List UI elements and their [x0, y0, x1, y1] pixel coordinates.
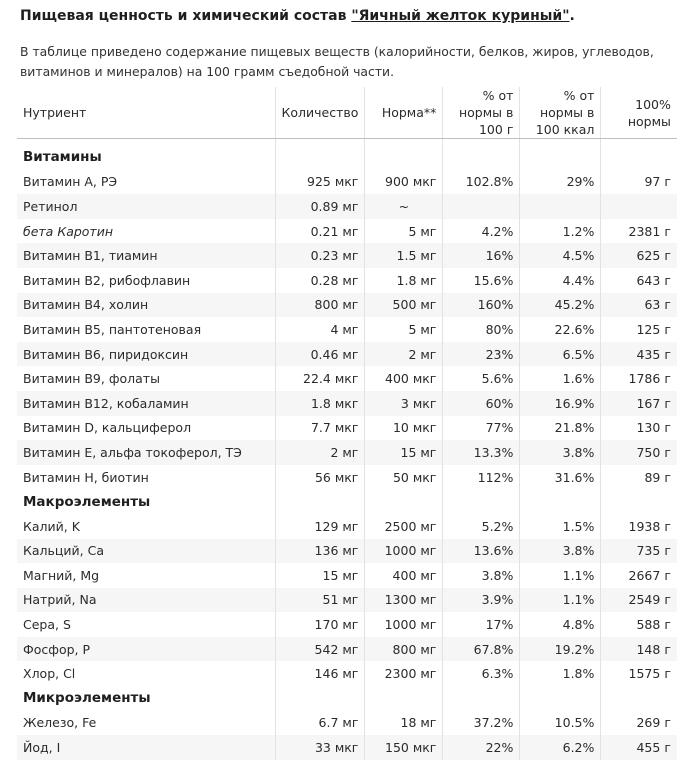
cell-percent-100g: 15.6%	[443, 268, 520, 293]
table-row	[17, 194, 677, 219]
cell-full-norm: 2549 г	[601, 588, 677, 613]
cell-full-norm: 89 г	[601, 465, 677, 490]
cell-norm: 1300 мг	[365, 588, 443, 613]
cell-nutrient: Магний, Mg	[17, 563, 275, 588]
cell-percent-100kcal: 6.2%	[520, 735, 601, 760]
cell-amount: 6.7 мг	[275, 711, 365, 736]
cell-nutrient: Витамин А, РЭ	[17, 170, 275, 195]
cell-amount: 22.4 мкг	[275, 366, 365, 391]
cell-full-norm: 63 г	[601, 293, 677, 318]
cell-full-norm: 1786 г	[601, 366, 677, 391]
table-row	[17, 416, 677, 441]
cell-amount: 4 мг	[275, 317, 365, 342]
table-header-row	[17, 87, 677, 139]
cell-nutrient: Витамин В12, кобаламин	[17, 391, 275, 416]
title-suffix: .	[569, 8, 575, 24]
cell-percent-100kcal	[520, 194, 601, 219]
cell-percent-100kcal: 6.5%	[520, 342, 601, 367]
section-empty-cell	[275, 145, 365, 170]
section-empty-cell	[601, 489, 677, 514]
table-row	[17, 268, 677, 293]
cell-nutrient: Витамин В2, рибофлавин	[17, 268, 275, 293]
cell-norm: 2 мг	[365, 342, 443, 367]
cell-norm: 15 мг	[365, 440, 443, 465]
cell-full-norm: 269 г	[601, 711, 677, 736]
table-row	[17, 637, 677, 662]
title-prefix: Пищевая ценность и химический состав	[20, 8, 352, 24]
table-row	[17, 391, 677, 416]
cell-percent-100g: 6.3%	[443, 661, 520, 686]
table-row	[17, 440, 677, 465]
cell-full-norm: 643 г	[601, 268, 677, 293]
cell-percent-100g: 60%	[443, 391, 520, 416]
cell-full-norm: 735 г	[601, 539, 677, 564]
table-row	[17, 612, 677, 637]
cell-full-norm: 1938 г	[601, 514, 677, 539]
cell-percent-100g: 17%	[443, 612, 520, 637]
cell-nutrient: Витамин В5, пантотеновая	[17, 317, 275, 342]
section-empty-cell	[520, 145, 601, 170]
cell-norm: 150 мкг	[365, 735, 443, 760]
intro-text: В таблице приведено содержание пищевых веществ (калорийности, белков, жиров, углеводов, витаминов и минералов) на 100 грамм съедобной части.	[20, 44, 654, 79]
cell-percent-100g: 5.2%	[443, 514, 520, 539]
cell-percent-100g: 22%	[443, 735, 520, 760]
cell-amount: 51 мг	[275, 588, 365, 613]
section-empty-cell	[520, 489, 601, 514]
table-row	[17, 661, 677, 686]
cell-nutrient: Сера, S	[17, 612, 275, 637]
table-row	[17, 514, 677, 539]
cell-percent-100kcal: 1.2%	[520, 219, 601, 244]
nutrition-table	[17, 87, 677, 760]
cell-norm: 1000 мг	[365, 612, 443, 637]
column-header-percent-100g: % от нормы в 100 г	[443, 87, 520, 139]
cell-nutrient: бета Каротин	[17, 219, 275, 244]
cell-percent-100g: 4.2%	[443, 219, 520, 244]
cell-amount: 15 мг	[275, 563, 365, 588]
table-row	[17, 293, 677, 318]
cell-norm: 1000 мг	[365, 539, 443, 564]
cell-amount: 33 мкг	[275, 735, 365, 760]
table-row	[17, 219, 677, 244]
cell-full-norm	[601, 194, 677, 219]
cell-percent-100kcal: 45.2%	[520, 293, 601, 318]
cell-full-norm: 2667 г	[601, 563, 677, 588]
cell-amount: 170 мг	[275, 612, 365, 637]
table-row	[17, 342, 677, 367]
cell-percent-100kcal: 21.8%	[520, 416, 601, 441]
cell-nutrient: Витамин Н, биотин	[17, 465, 275, 490]
table-row	[17, 465, 677, 490]
table-row	[17, 563, 677, 588]
cell-percent-100g: 3.8%	[443, 563, 520, 588]
table-row	[17, 711, 677, 736]
cell-nutrient: Витамин В9, фолаты	[17, 366, 275, 391]
cell-full-norm: 167 г	[601, 391, 677, 416]
cell-nutrient: Витамин В6, пиридоксин	[17, 342, 275, 367]
column-header-amount: Количество	[275, 87, 365, 139]
cell-amount: 56 мкг	[275, 465, 365, 490]
cell-amount: 0.46 мг	[275, 342, 365, 367]
cell-norm: 10 мкг	[365, 416, 443, 441]
cell-nutrient: Йод, I	[17, 735, 275, 760]
cell-percent-100kcal: 29%	[520, 170, 601, 195]
cell-norm: 900 мкг	[365, 170, 443, 195]
cell-percent-100kcal: 1.1%	[520, 588, 601, 613]
cell-percent-100g: 67.8%	[443, 637, 520, 662]
cell-percent-100g: 23%	[443, 342, 520, 367]
cell-percent-100kcal: 3.8%	[520, 539, 601, 564]
section-title: Макроэлементы	[17, 489, 275, 514]
product-link[interactable]: "Яичный желток куриный"	[351, 8, 570, 24]
section-empty-cell	[443, 686, 520, 711]
cell-full-norm: 125 г	[601, 317, 677, 342]
cell-percent-100kcal: 4.4%	[520, 268, 601, 293]
cell-nutrient: Хлор, Cl	[17, 661, 275, 686]
cell-percent-100kcal: 19.2%	[520, 637, 601, 662]
column-header-full-norm: 100% нормы	[601, 87, 677, 139]
section-empty-cell	[601, 145, 677, 170]
table-row	[17, 588, 677, 613]
cell-percent-100g: 13.3%	[443, 440, 520, 465]
cell-full-norm: 130 г	[601, 416, 677, 441]
cell-nutrient: Калий, K	[17, 514, 275, 539]
cell-full-norm: 625 г	[601, 243, 677, 268]
section-title: Витамины	[17, 145, 275, 170]
cell-percent-100kcal: 4.8%	[520, 612, 601, 637]
cell-full-norm: 2381 г	[601, 219, 677, 244]
cell-amount: 0.21 мг	[275, 219, 365, 244]
cell-amount: 0.23 мг	[275, 243, 365, 268]
cell-nutrient: Витамин Е, альфа токоферол, ТЭ	[17, 440, 275, 465]
cell-nutrient: Витамин В1, тиамин	[17, 243, 275, 268]
page-title	[20, 8, 575, 24]
cell-full-norm: 455 г	[601, 735, 677, 760]
section-empty-cell	[365, 489, 443, 514]
section-empty-cell	[601, 686, 677, 711]
cell-nutrient: Витамин D, кальциферол	[17, 416, 275, 441]
cell-norm: 1.8 мг	[365, 268, 443, 293]
section-empty-cell	[275, 686, 365, 711]
section-empty-cell	[365, 686, 443, 711]
column-header-nutrient: Нутриент	[17, 87, 275, 139]
cell-percent-100kcal: 3.8%	[520, 440, 601, 465]
cell-nutrient: Фосфор, P	[17, 637, 275, 662]
cell-amount: 925 мкг	[275, 170, 365, 195]
cell-norm: 3 мкг	[365, 391, 443, 416]
cell-nutrient: Ретинол	[17, 194, 275, 219]
cell-percent-100kcal: 1.5%	[520, 514, 601, 539]
section-empty-cell	[520, 686, 601, 711]
cell-amount: 146 мг	[275, 661, 365, 686]
cell-norm: 500 мг	[365, 293, 443, 318]
cell-norm: 5 мг	[365, 317, 443, 342]
cell-amount: 542 мг	[275, 637, 365, 662]
column-header-percent-100kcal: % от нормы в 100 ккал	[520, 87, 601, 139]
cell-percent-100kcal: 16.9%	[520, 391, 601, 416]
cell-amount: 800 мг	[275, 293, 365, 318]
section-row	[17, 489, 677, 514]
cell-norm: ~	[365, 194, 443, 219]
table-row	[17, 735, 677, 760]
cell-norm: 400 мкг	[365, 366, 443, 391]
cell-percent-100g: 13.6%	[443, 539, 520, 564]
table-row	[17, 366, 677, 391]
cell-amount: 7.7 мкг	[275, 416, 365, 441]
cell-amount: 0.89 мг	[275, 194, 365, 219]
table-row	[17, 170, 677, 195]
section-title: Микроэлементы	[17, 686, 275, 711]
cell-amount: 1.8 мкг	[275, 391, 365, 416]
section-row	[17, 145, 677, 170]
table-row	[17, 243, 677, 268]
cell-percent-100g: 37.2%	[443, 711, 520, 736]
cell-nutrient: Кальций, Ca	[17, 539, 275, 564]
cell-norm: 2300 мг	[365, 661, 443, 686]
table-row	[17, 539, 677, 564]
cell-percent-100g: 102.8%	[443, 170, 520, 195]
section-empty-cell	[365, 145, 443, 170]
cell-percent-100kcal: 10.5%	[520, 711, 601, 736]
cell-amount: 136 мг	[275, 539, 365, 564]
cell-norm: 1.5 мг	[365, 243, 443, 268]
cell-amount: 2 мг	[275, 440, 365, 465]
cell-full-norm: 148 г	[601, 637, 677, 662]
cell-percent-100kcal: 1.6%	[520, 366, 601, 391]
column-header-norm: Норма**	[365, 87, 443, 139]
cell-norm: 5 мг	[365, 219, 443, 244]
cell-percent-100kcal: 31.6%	[520, 465, 601, 490]
cell-norm: 50 мкг	[365, 465, 443, 490]
section-empty-cell	[443, 145, 520, 170]
cell-norm: 18 мг	[365, 711, 443, 736]
cell-full-norm: 435 г	[601, 342, 677, 367]
section-empty-cell	[443, 489, 520, 514]
table-row	[17, 317, 677, 342]
cell-percent-100g: 16%	[443, 243, 520, 268]
cell-percent-100g: 77%	[443, 416, 520, 441]
cell-percent-100g: 160%	[443, 293, 520, 318]
cell-norm: 2500 мг	[365, 514, 443, 539]
cell-norm: 800 мг	[365, 637, 443, 662]
cell-percent-100g	[443, 194, 520, 219]
cell-full-norm: 97 г	[601, 170, 677, 195]
table-body	[17, 139, 677, 760]
cell-percent-100kcal: 4.5%	[520, 243, 601, 268]
cell-percent-100g: 3.9%	[443, 588, 520, 613]
cell-percent-100g: 5.6%	[443, 366, 520, 391]
cell-nutrient: Натрий, Na	[17, 588, 275, 613]
cell-percent-100kcal: 1.1%	[520, 563, 601, 588]
cell-full-norm: 750 г	[601, 440, 677, 465]
cell-full-norm: 1575 г	[601, 661, 677, 686]
cell-percent-100g: 112%	[443, 465, 520, 490]
section-empty-cell	[275, 489, 365, 514]
cell-nutrient: Железо, Fe	[17, 711, 275, 736]
cell-amount: 129 мг	[275, 514, 365, 539]
cell-nutrient: Витамин В4, холин	[17, 293, 275, 318]
section-row	[17, 686, 677, 711]
cell-percent-100kcal: 22.6%	[520, 317, 601, 342]
cell-percent-100kcal: 1.8%	[520, 661, 601, 686]
cell-amount: 0.28 мг	[275, 268, 365, 293]
cell-percent-100g: 80%	[443, 317, 520, 342]
cell-norm: 400 мг	[365, 563, 443, 588]
cell-full-norm: 588 г	[601, 612, 677, 637]
